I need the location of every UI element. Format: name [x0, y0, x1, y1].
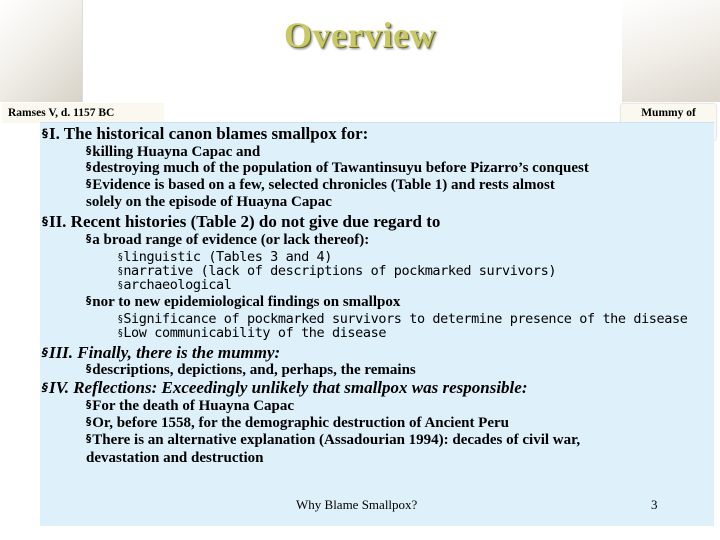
- caption-line-1: Mummy of: [641, 107, 696, 119]
- bullet-item-continuation: devastation and destruction: [86, 450, 264, 466]
- sub-bullet-item: §Low communicability of the disease: [118, 325, 387, 341]
- sub-bullet-item: §archaeological: [118, 277, 232, 293]
- sub-bullet-item: §narrative (lack of descriptions of pockmarked survivors): [118, 263, 557, 279]
- bullet-item: §destroying much of the population of Tawantinsuyu before Pizarro’s conquest: [86, 160, 589, 176]
- footer-label: Why Blame Smallpox?: [296, 497, 418, 512]
- bullet-item: §Or, before 1558, for the demographic destruction of Ancient Peru: [86, 415, 510, 431]
- bullet-heading-4: §IV. Reflections: Exceedingly unlikely that smallpox was responsible:: [42, 378, 528, 397]
- sub-bullet-item: §linguistic (Tables 3 and 4): [118, 249, 332, 265]
- bullet-item: §a broad range of evidence (or lack thereof):: [86, 232, 370, 248]
- bullet-item: §killing Huayna Capac and: [86, 144, 261, 160]
- bullet-item-continuation: solely on the episode of Huayna Capac: [86, 194, 332, 210]
- bullet-heading-1: §I. The historical canon blames smallpox for:: [42, 124, 369, 143]
- bullet-item: §Evidence is based on a few, selected chronicles (Table 1) and rests almost: [86, 177, 555, 193]
- bullet-item: §descriptions, depictions, and, perhaps, the remains: [86, 362, 416, 378]
- sub-bullet-item: §Significance of pockmarked survivors to determine presence of the disease: [118, 311, 688, 327]
- bullet-item: §nor to new epidemiological findings on smallpox: [86, 294, 401, 310]
- caption-ramses: Ramses V, d. 1157 BC: [2, 103, 164, 123]
- slide-title: Overview: [284, 15, 436, 55]
- bullet-heading-3: §III. Finally, there is the mummy:: [42, 343, 281, 362]
- bullet-item: §For the death of Huayna Capac: [86, 398, 295, 414]
- page-number: 3: [651, 497, 658, 512]
- bullet-item: §There is an alternative explanation (Assadourian 1994): decades of civil war,: [86, 432, 581, 448]
- bullet-heading-2: §II. Recent histories (Table 2) do not give due regard to: [42, 212, 441, 231]
